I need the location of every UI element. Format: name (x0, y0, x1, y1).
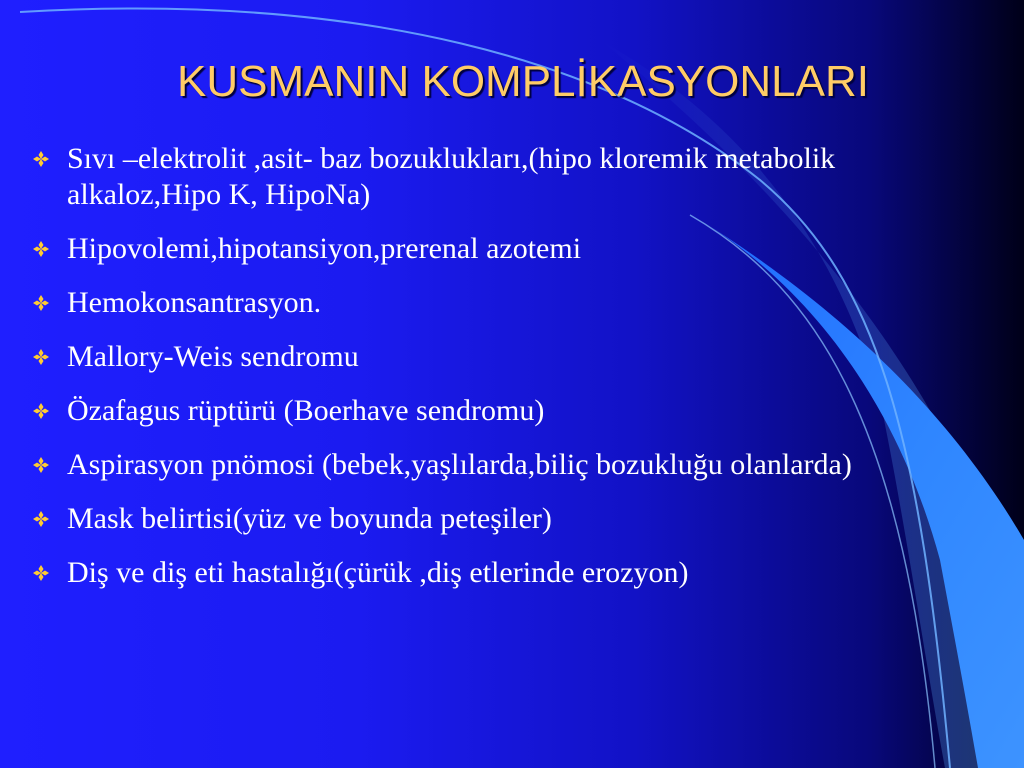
four-diamond-icon (33, 403, 49, 419)
four-diamond-icon (33, 241, 49, 257)
list-item (30, 231, 960, 267)
list-item (30, 393, 960, 429)
four-diamond-icon (33, 295, 49, 311)
list-item (30, 285, 960, 321)
list-item (30, 339, 960, 375)
list-item (30, 555, 960, 591)
four-diamond-icon (33, 565, 49, 581)
list-item-text: Özafagus rüptürü (Boerhave sendromu) (67, 394, 545, 427)
list-item-text: Diş ve diş eti hastalığı(çürük ,diş etlerinde erozyon) (67, 556, 689, 589)
four-diamond-icon (33, 151, 49, 167)
list-item-text: Hemokonsantrasyon. (67, 286, 322, 319)
list-item-text: Mallory-Weis sendromu (67, 340, 359, 373)
four-diamond-icon (33, 511, 49, 527)
list-item (30, 501, 960, 537)
slide-title: KUSMANIN KOMPLİKASYONLARI (177, 57, 869, 106)
bullet-list (30, 141, 960, 609)
list-item (30, 447, 960, 483)
four-diamond-icon (33, 457, 49, 473)
list-item-text: Aspirasyon pnömosi (bebek,yaşlılarda,biliç bozukluğu olanlarda) (67, 448, 852, 481)
list-item-text: Sıvı –elektrolit ,asit- baz bozuklukları,(hipo kloremik metabolik alkaloz,Hipo K, HipoNa) (67, 142, 836, 211)
list-item-text: Mask belirtisi(yüz ve boyunda peteşiler) (67, 502, 552, 535)
list-item (30, 141, 960, 213)
four-diamond-icon (33, 349, 49, 365)
list-item-text: Hipovolemi,hipotansiyon,prerenal azotemi (67, 232, 582, 265)
